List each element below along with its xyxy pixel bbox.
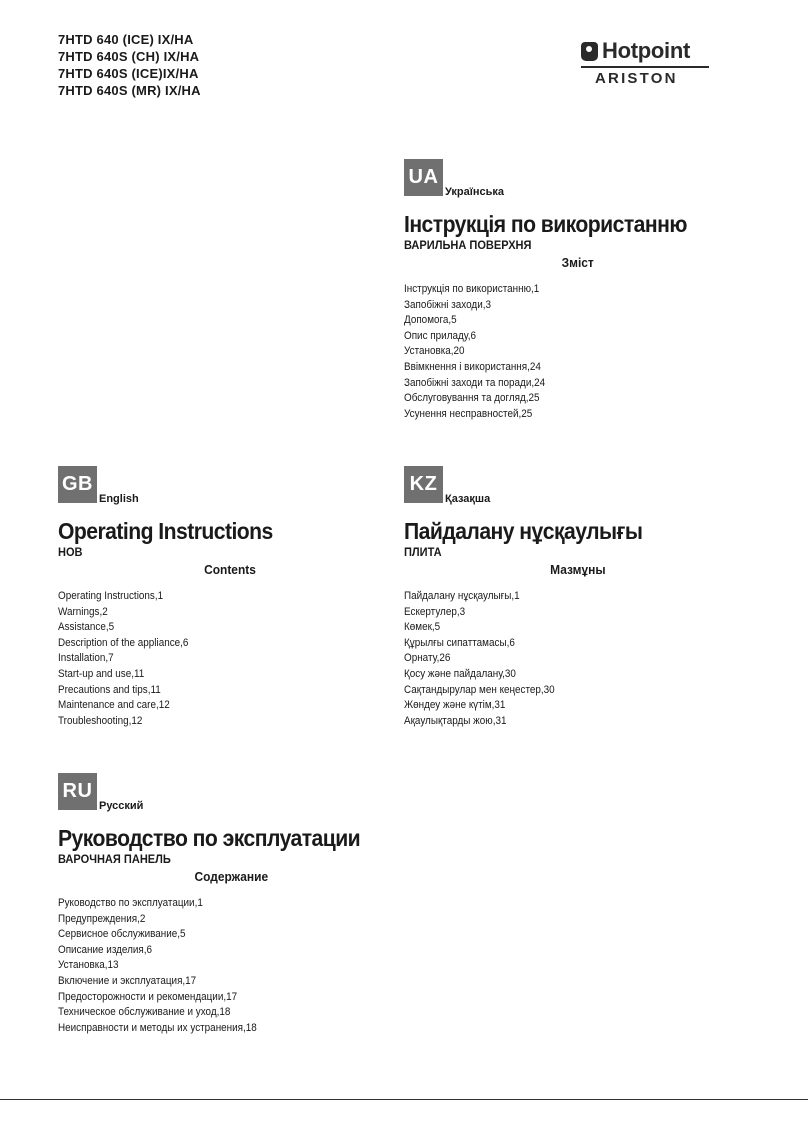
toc-item: Усунення несправностей,25 [404,407,533,420]
toc-item: Maintenance and care,12 [58,699,170,712]
section-subtitle: ВАРИЛЬНА ПОВЕРХНЯ [404,238,532,252]
toc-item: Запобіжні заходи та поради,24 [404,376,546,389]
language-name: English [99,493,139,505]
toc-item: Жөндеу және күтім,31 [404,699,506,712]
table-of-contents [404,589,744,729]
logo-brand: Hotpoint [602,38,691,63]
toc-item: Інструкція по використанню,1 [404,283,540,295]
toc-item: Описание изделия,6 [58,943,153,956]
toc-item: Обслуговування та догляд,25 [404,392,540,405]
model-name: 7HTD 640S (CH) IX/HA [58,49,200,64]
toc-item: Құрылғы сипаттамасы,6 [404,636,515,649]
section-title: Пайдалану нұсқаулығы [404,518,643,544]
toc-item: Installation,7 [58,652,114,665]
contents-heading: Contents [204,562,256,577]
logo-divider [581,66,709,68]
toc-item: Пайдалану нұсқаулығы,1 [404,590,520,602]
toc-item: Description of the appliance,6 [58,636,189,649]
hotpoint-ariston-logo [581,40,711,87]
toc-item: Допомога,5 [404,314,457,327]
toc-item: Operating Instructions,1 [58,590,164,602]
toc-item: Қосу және пайдалану,30 [404,667,516,680]
toc-item: Запобіжні заходи,3 [404,298,492,311]
model-name: 7HTD 640S (MR) IX/HA [58,83,201,98]
language-code-badge: UA [404,159,443,196]
toc-item: Предупреждения,2 [58,912,146,925]
toc-item: Включение и эксплуатация,17 [58,974,197,987]
table-of-contents [58,589,398,729]
language-section-ru [58,770,398,1036]
toc-item: Неисправности и методы их устранения,18 [58,1021,257,1034]
toc-item: Сақтандырулар мен кеңестер,30 [404,683,555,696]
language-section-kz [404,463,744,729]
section-subtitle: HOB [58,545,83,559]
contents-heading: Содержание [194,869,269,884]
language-section-gb [58,463,398,729]
language-code-badge: GB [58,466,97,503]
section-subtitle: ВАРОЧНАЯ ПАНЕЛЬ [58,852,171,866]
section-subtitle: ПЛИТА [404,545,442,559]
toc-item: Предосторожности и рекомендации,17 [58,990,238,1003]
footer-divider [0,1099,808,1100]
toc-item: Руководство по эксплуатации,1 [58,897,203,909]
toc-item: Start-up and use,11 [58,667,145,680]
language-name: Қазақша [445,493,491,505]
language-name: Українська [445,186,505,198]
toc-item: Warnings,2 [58,605,108,618]
contents-heading: Зміст [561,255,594,270]
toc-item: Орнату,26 [404,652,451,665]
table-of-contents [404,282,744,422]
toc-item: Опис приладу,6 [404,329,476,342]
toc-item: Ескертулер,3 [404,605,466,618]
toc-item: Assistance,5 [58,621,115,634]
model-name: 7HTD 640S (ICE)IX/HA [58,66,199,81]
language-code-badge: KZ [404,466,443,503]
language-code-badge: RU [58,773,97,810]
toc-item: Техническое обслуживание и уход,18 [58,1006,231,1019]
language-name: Русский [99,800,144,812]
toc-item: Сервисное обслуживание,5 [58,928,186,941]
language-section-ua [404,156,744,422]
toc-item: Установка,20 [404,345,465,358]
toc-item: Ввімкнення і використання,24 [404,360,541,373]
model-list [58,31,201,99]
toc-item: Көмек,5 [404,621,441,634]
toc-item: Установка,13 [58,959,119,972]
toc-item: Precautions and tips,11 [58,683,161,696]
contents-heading: Мазмұны [550,562,606,577]
section-title: Руководство по эксплуатации [58,825,361,851]
hotpoint-logo-icon [581,42,598,61]
logo-sub: ARISTON [595,70,678,87]
toc-item: Ақаулықтарды жою,31 [404,714,507,727]
model-name: 7HTD 640 (ICE) IX/HA [58,32,194,47]
section-title: Operating Instructions [58,518,273,544]
toc-item: Troubleshooting,12 [58,714,143,727]
table-of-contents [58,896,398,1036]
section-title: Інструкція по використанню [404,211,687,237]
